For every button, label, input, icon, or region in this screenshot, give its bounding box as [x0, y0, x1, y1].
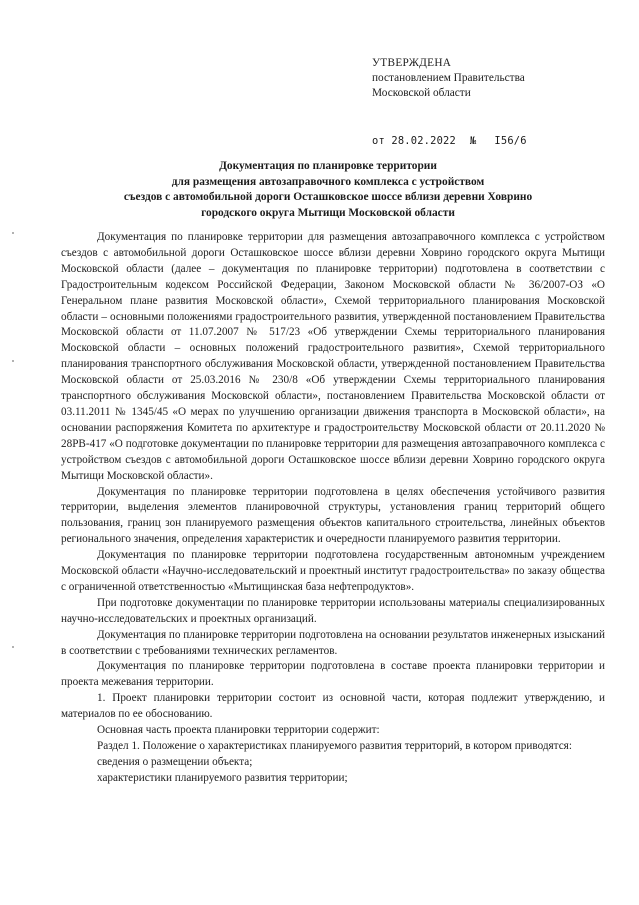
scan-speck	[12, 360, 14, 362]
approval-stamp	[372, 56, 622, 149]
scan-speck	[12, 646, 14, 648]
paragraph-composition: Документация по планировке территории подготовлена в составе проекта планировки территории и проекта межевания территории.	[61, 660, 605, 689]
paragraph-materials: При подготовке документации по планировке территории использованы материалы специализированных научно-исследовательских и проектных организаций.	[61, 596, 605, 625]
approval-date: 28.02.2022	[391, 135, 456, 147]
document-title	[40, 159, 616, 221]
paragraph-developer: Документация по планировке территории подготовлена государственным автономным учреждением Московской области «Научно-исследовательский и проектный институт градостроительства» по заказу общества с ограниченной ответственностью «Мытищинская база нефтепродуктов».	[61, 549, 605, 593]
paragraph-purpose: Документация по планировке территории подготовлена в целях обеспечения устойчивого развития территории, выделения элементов планировочной структуры, установления границ территорий общего пользования, границ зон планируемого размещения объектов капитального строительства, линейных объектов регионального значения, определения характеристик и очередности планируемого развития территории.	[61, 485, 605, 546]
approval-from: от	[372, 135, 385, 147]
paragraph-basis: Документация по планировке территории для размещения автозаправочного комплекса с устройством съездов с автомобильной дороги Осташковское шоссе вблизи деревни Ховрино городского округа Мытищи Московской области (далее – документация по планировке территории) подготовлена в соответствии с Градостроительным кодексом Российской Федерации, Законом Московской области № 36/2007-ОЗ «О Генеральном плане развития Московской области», Схемой территориального планирования Московской области – основными положениями градостроительного развития, утвержденной постановлением Правительства Московской области от 11.07.2007 № 517/23 «Об утверждении Схемы территориального планирования Московской области – основных положений градостроительного развития», Схемой территориального планирования транспортного обслуживания Московской области, утвержденной постановлением Правительства Московской области от 25.03.2016 № 230/8 «Об утверждении Схемы территориального планирования транспортного обслуживания Московской области», постановлением Правительства Московской области от 03.11.2011 № 1345/45 «О мерах по улучшению организации движения транспорта в Московской области», на основании распоряжения Комитета по архитектуре и градостроительству Московской области от 20.11.2020 № 28РВ-417 «О подготовке документации по планировке территории для размещения автозаправочного комплекса с устройством съездов с автомобильной дороги Осташковское шоссе вблизи деревни Ховрино городского округа Мытищи Московской области».	[61, 231, 605, 482]
document-body	[61, 230, 605, 787]
paragraph-main-part: Основная часть проекта планировки территории содержит:	[97, 724, 380, 737]
paragraph-section-1: Раздел 1. Положение о характеристиках планируемого развития территорий, в котором приводятся:	[97, 740, 572, 752]
approval-line-1: постановлением Правительства	[372, 72, 525, 84]
approval-heading: УТВЕРЖДЕНА	[372, 57, 452, 69]
title-line-3: съездов с автомобильной дороги Осташковское шоссе вблизи деревни Ховрино	[123, 191, 533, 204]
paragraph-project-structure: 1. Проект планировки территории состоит из основной части, которая подлежит утверждению, и материалов по ее обоснованию.	[61, 692, 605, 721]
title-line-1: Документация по планировке территории	[219, 160, 437, 172]
approval-line-2: Московской области	[372, 87, 471, 99]
scan-speck	[12, 232, 14, 234]
list-item-placement: сведения о размещении объекта;	[97, 755, 253, 768]
list-item-characteristics: характеристики планируемого развития территории;	[97, 771, 348, 784]
approval-number: I56/6	[494, 135, 527, 147]
approval-number-sign: №	[469, 135, 477, 147]
title-line-4: городского округа Мытищи Московской области	[201, 206, 455, 219]
paragraph-surveys: Документация по планировке территории подготовлена на основании результатов инженерных изысканий в соответствии с требованиями технических регламентов.	[61, 628, 605, 657]
title-line-2: для размещения автозаправочного комплекса с устройством	[171, 175, 485, 188]
approval-date-number	[372, 134, 622, 149]
